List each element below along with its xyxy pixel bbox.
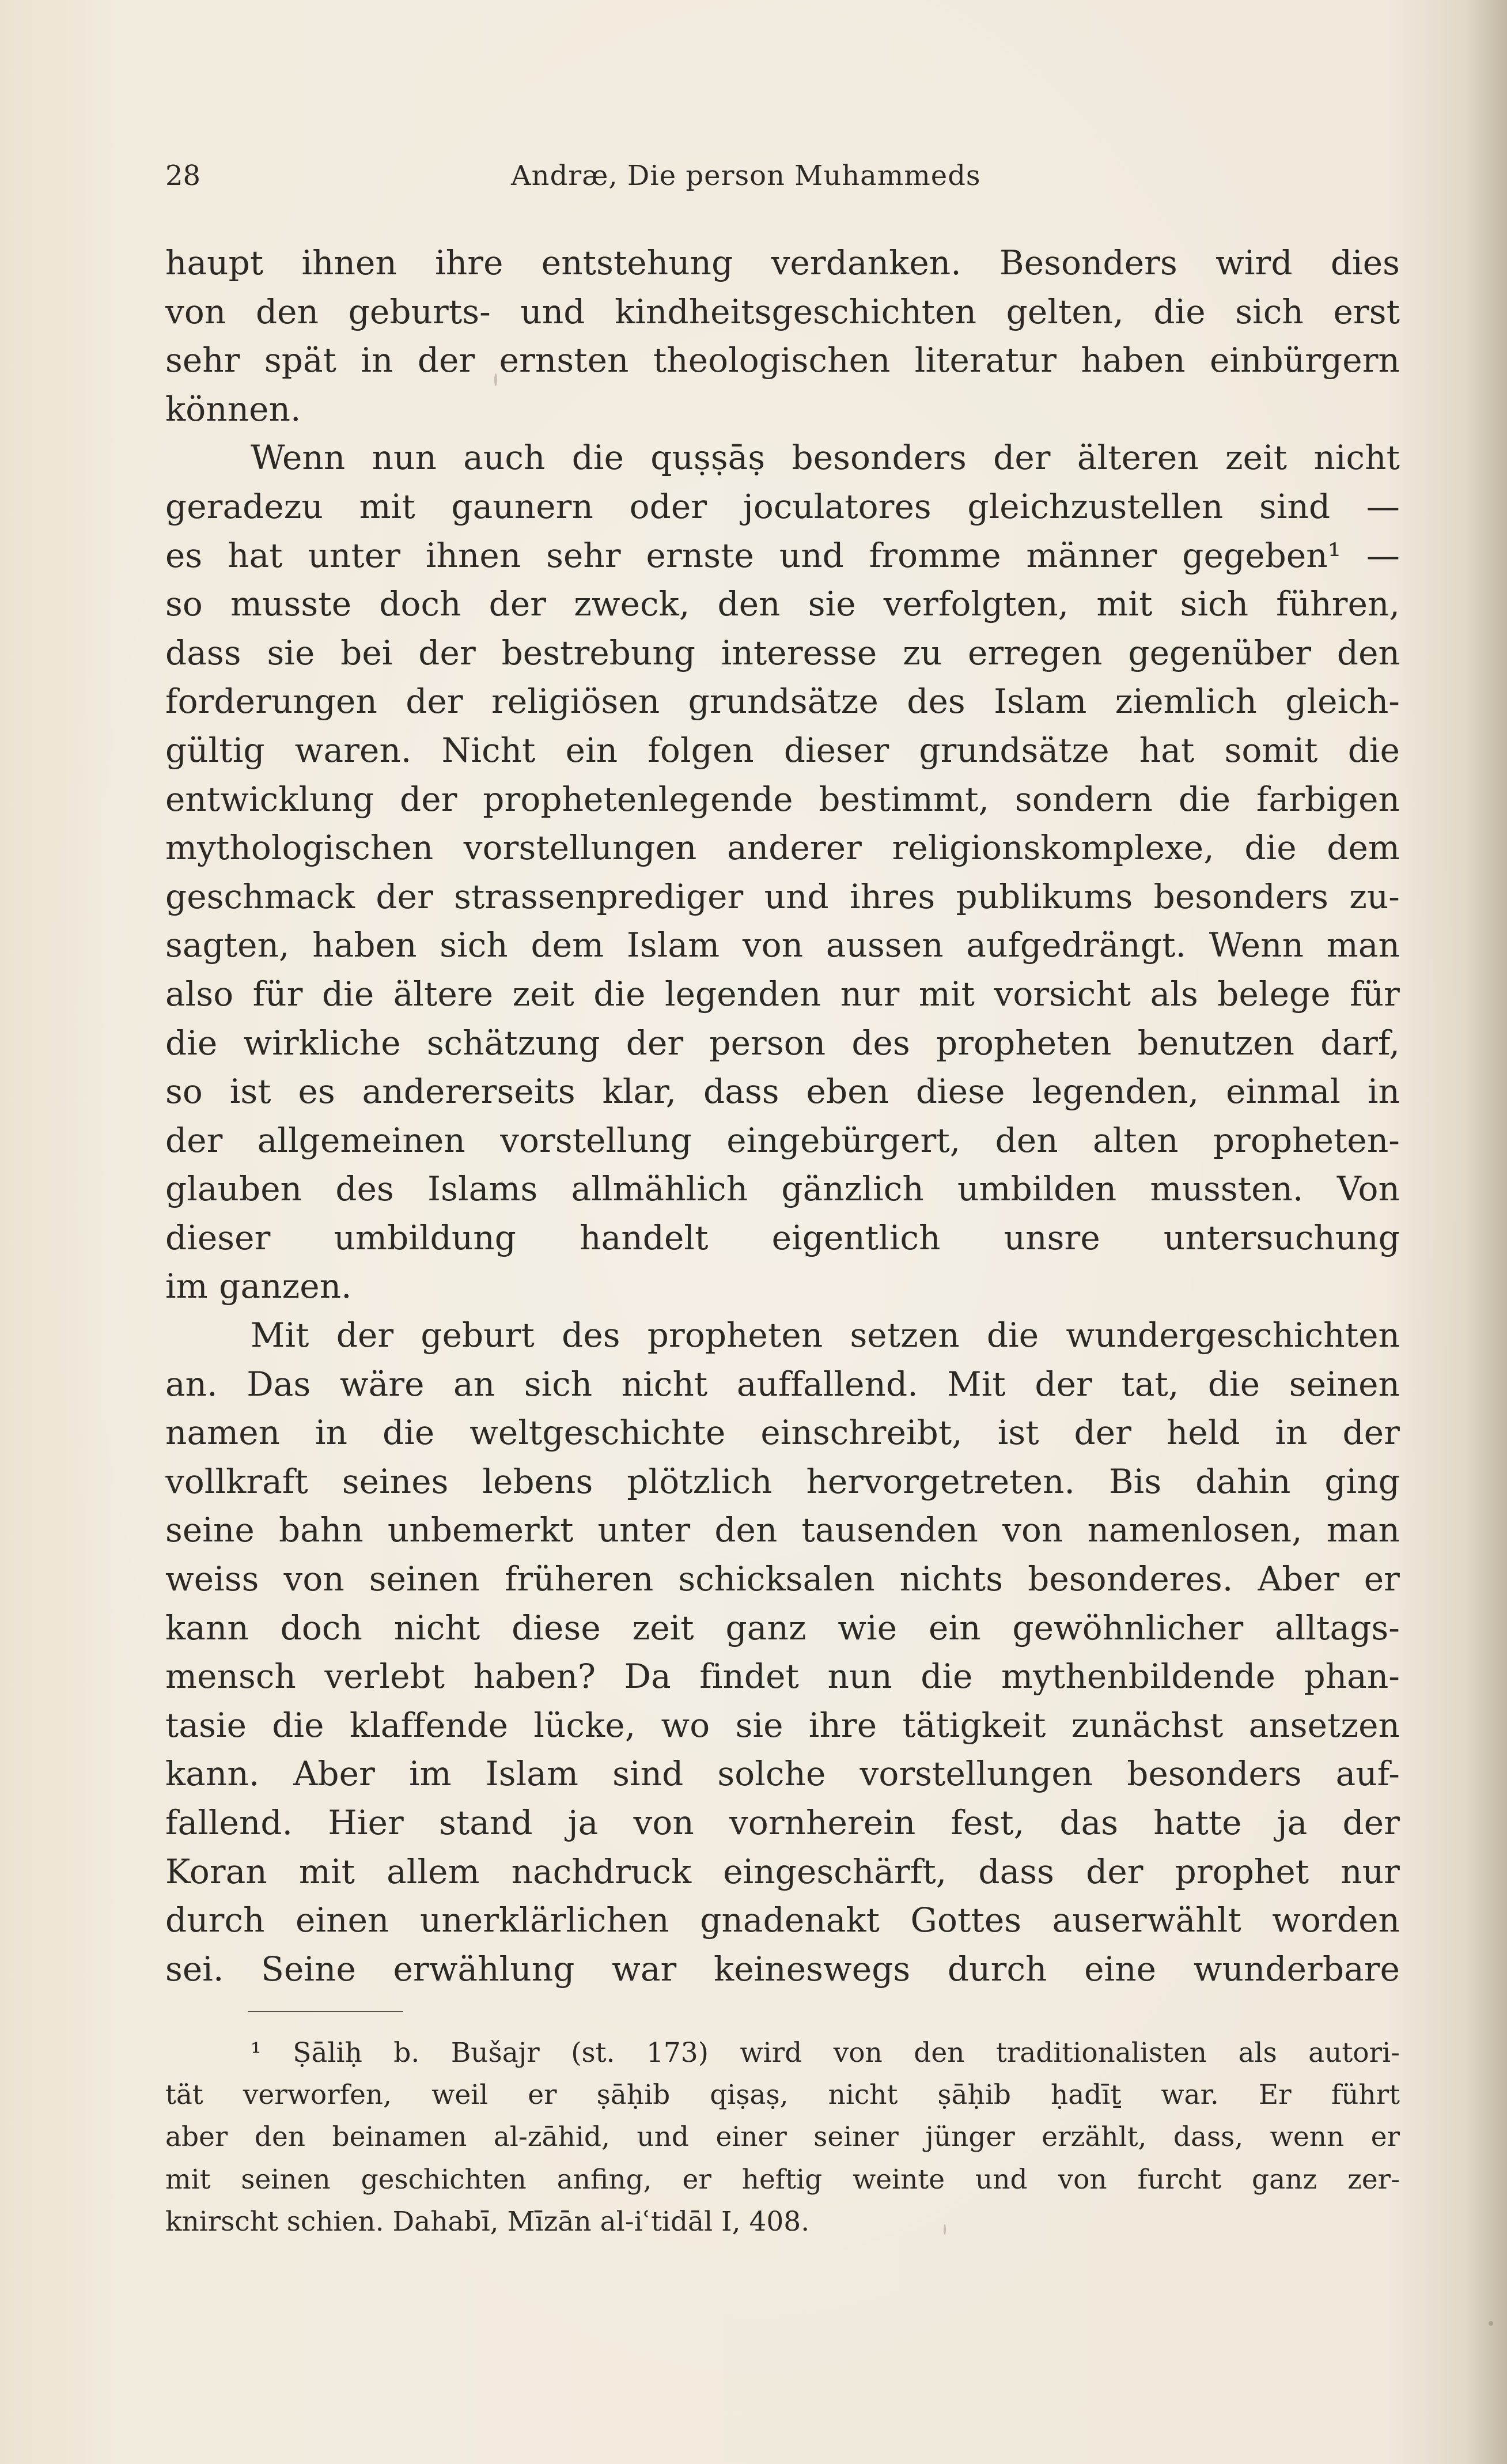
page-header bbox=[165, 158, 1400, 199]
running-head: Andræ, Die person Muhammeds bbox=[511, 160, 981, 192]
text-line: Mit der geburt des propheten setzen die wundergeschichten bbox=[251, 1316, 1400, 1355]
text-line: dieser umbildung handelt eigentlich unsre untersuchung bbox=[165, 1218, 1400, 1257]
text-line: haupt ihnen ihre entstehung verdanken. Besonders wird dies bbox=[165, 243, 1400, 282]
main-text bbox=[165, 239, 1400, 1993]
text-line: mensch verlebt haben? Da findet nun die mythenbildende phan- bbox=[165, 1657, 1400, 1696]
text-line: sagten, haben sich dem Islam von aussen aufgedrängt. Wenn man bbox=[165, 925, 1400, 965]
footnote-line: knirscht schien. Dahabī, Mīzān al-iʿtidāl I, 408. bbox=[165, 2205, 810, 2238]
text-line: kann doch nicht diese zeit ganz wie ein gewöhnlicher alltags- bbox=[165, 1608, 1400, 1647]
footnote bbox=[165, 2032, 1400, 2243]
paper-speck bbox=[1489, 2321, 1493, 2326]
text-line: vollkraft seines lebens plötzlich hervorgetreten. Bis dahin ging bbox=[165, 1461, 1400, 1501]
footnote-line: tät verworfen, weil er ṣāḥib qiṣaṣ, nicht ṣāḥib ḥadīṯ war. Er führt bbox=[165, 2079, 1400, 2111]
text-line: gültig waren. Nicht ein folgen dieser grundsätze hat somit die bbox=[165, 730, 1400, 770]
text-line: mythologischen vorstellungen anderer religionskomplexe, die dem bbox=[165, 828, 1400, 868]
text-line: der allgemeinen vorstellung eingebürgert, den alten propheten- bbox=[165, 1120, 1400, 1160]
footnote-line: ¹ Ṣāliḥ b. Bušajr (st. 173) wird von den traditionalisten als autori- bbox=[251, 2037, 1400, 2069]
footnote-divider bbox=[248, 2011, 403, 2012]
text-line: so musste doch der zweck, den sie verfolgten, mit sich führen, bbox=[165, 584, 1400, 624]
text-line: also für die ältere zeit die legenden nur mit vorsicht als belege für bbox=[165, 974, 1400, 1014]
footnote-line: aber den beinamen al-zāhid, und einer seiner jünger erzählt, dass, wenn er bbox=[165, 2121, 1400, 2153]
page-number: 28 bbox=[165, 160, 201, 192]
page-edge-shadow bbox=[1467, 0, 1507, 2464]
text-line: entwicklung der prophetenlegende bestimmt, sondern die farbigen bbox=[165, 779, 1400, 819]
text-line: sehr spät in der ernsten theologischen literatur haben einbürgern bbox=[165, 341, 1400, 380]
text-line: glauben des Islams allmählich gänzlich umbilden mussten. Von bbox=[165, 1169, 1400, 1209]
text-line: an. Das wäre an sich nicht auffallend. Mit der tat, die seinen bbox=[165, 1364, 1400, 1404]
paper-speck bbox=[494, 373, 497, 386]
paper-speck bbox=[944, 2224, 946, 2235]
text-line: von den geburts- und kindheitsgeschichten gelten, die sich erst bbox=[165, 292, 1400, 331]
text-line: können. bbox=[165, 389, 301, 429]
text-line: forderungen der religiösen grundsätze des Islam ziemlich gleich- bbox=[165, 682, 1400, 721]
footnote-line: mit seinen geschichten anfing, er heftig weinte und von furcht ganz zer- bbox=[165, 2163, 1400, 2195]
text-line: sei. Seine erwählung war keineswegs durch eine wunderbare bbox=[165, 1949, 1400, 1989]
text-line: kann. Aber im Islam sind solche vorstellungen besonders auf- bbox=[165, 1754, 1400, 1794]
text-line: weiss von seinen früheren schicksalen nichts besonderes. Aber er bbox=[165, 1559, 1400, 1599]
text-line: durch einen unerklärlichen gnadenakt Gottes auserwählt worden bbox=[165, 1900, 1400, 1940]
text-line: seine bahn unbemerkt unter den tausenden von namenlosen, man bbox=[165, 1510, 1400, 1550]
text-line: geradezu mit gaunern oder joculatores gleichzustellen sind — bbox=[165, 486, 1400, 526]
text-line: im ganzen. bbox=[165, 1267, 352, 1306]
text-line: namen in die weltgeschichte einschreibt, ist der held in der bbox=[165, 1413, 1400, 1453]
text-line: Koran mit allem nachdruck eingeschärft, dass der prophet nur bbox=[165, 1851, 1400, 1891]
text-line: dass sie bei der bestrebung interesse zu erregen gegenüber den bbox=[165, 633, 1400, 672]
text-line: Wenn nun auch die quṣṣāṣ besonders der älteren zeit nicht bbox=[251, 438, 1400, 478]
text-line: die wirkliche schätzung der person des propheten benutzen darf, bbox=[165, 1023, 1400, 1063]
text-line: so ist es andererseits klar, dass eben diese legenden, einmal in bbox=[165, 1072, 1400, 1112]
text-line: tasie die klaffende lücke, wo sie ihre tätigkeit zunächst ansetzen bbox=[165, 1705, 1400, 1745]
text-line: geschmack der strassenprediger und ihres publikums besonders zu- bbox=[165, 876, 1400, 916]
text-line: es hat unter ihnen sehr ernste und fromme männer gegeben¹ — bbox=[165, 535, 1400, 575]
text-line: fallend. Hier stand ja von vornherein fest, das hatte ja der bbox=[165, 1803, 1400, 1842]
